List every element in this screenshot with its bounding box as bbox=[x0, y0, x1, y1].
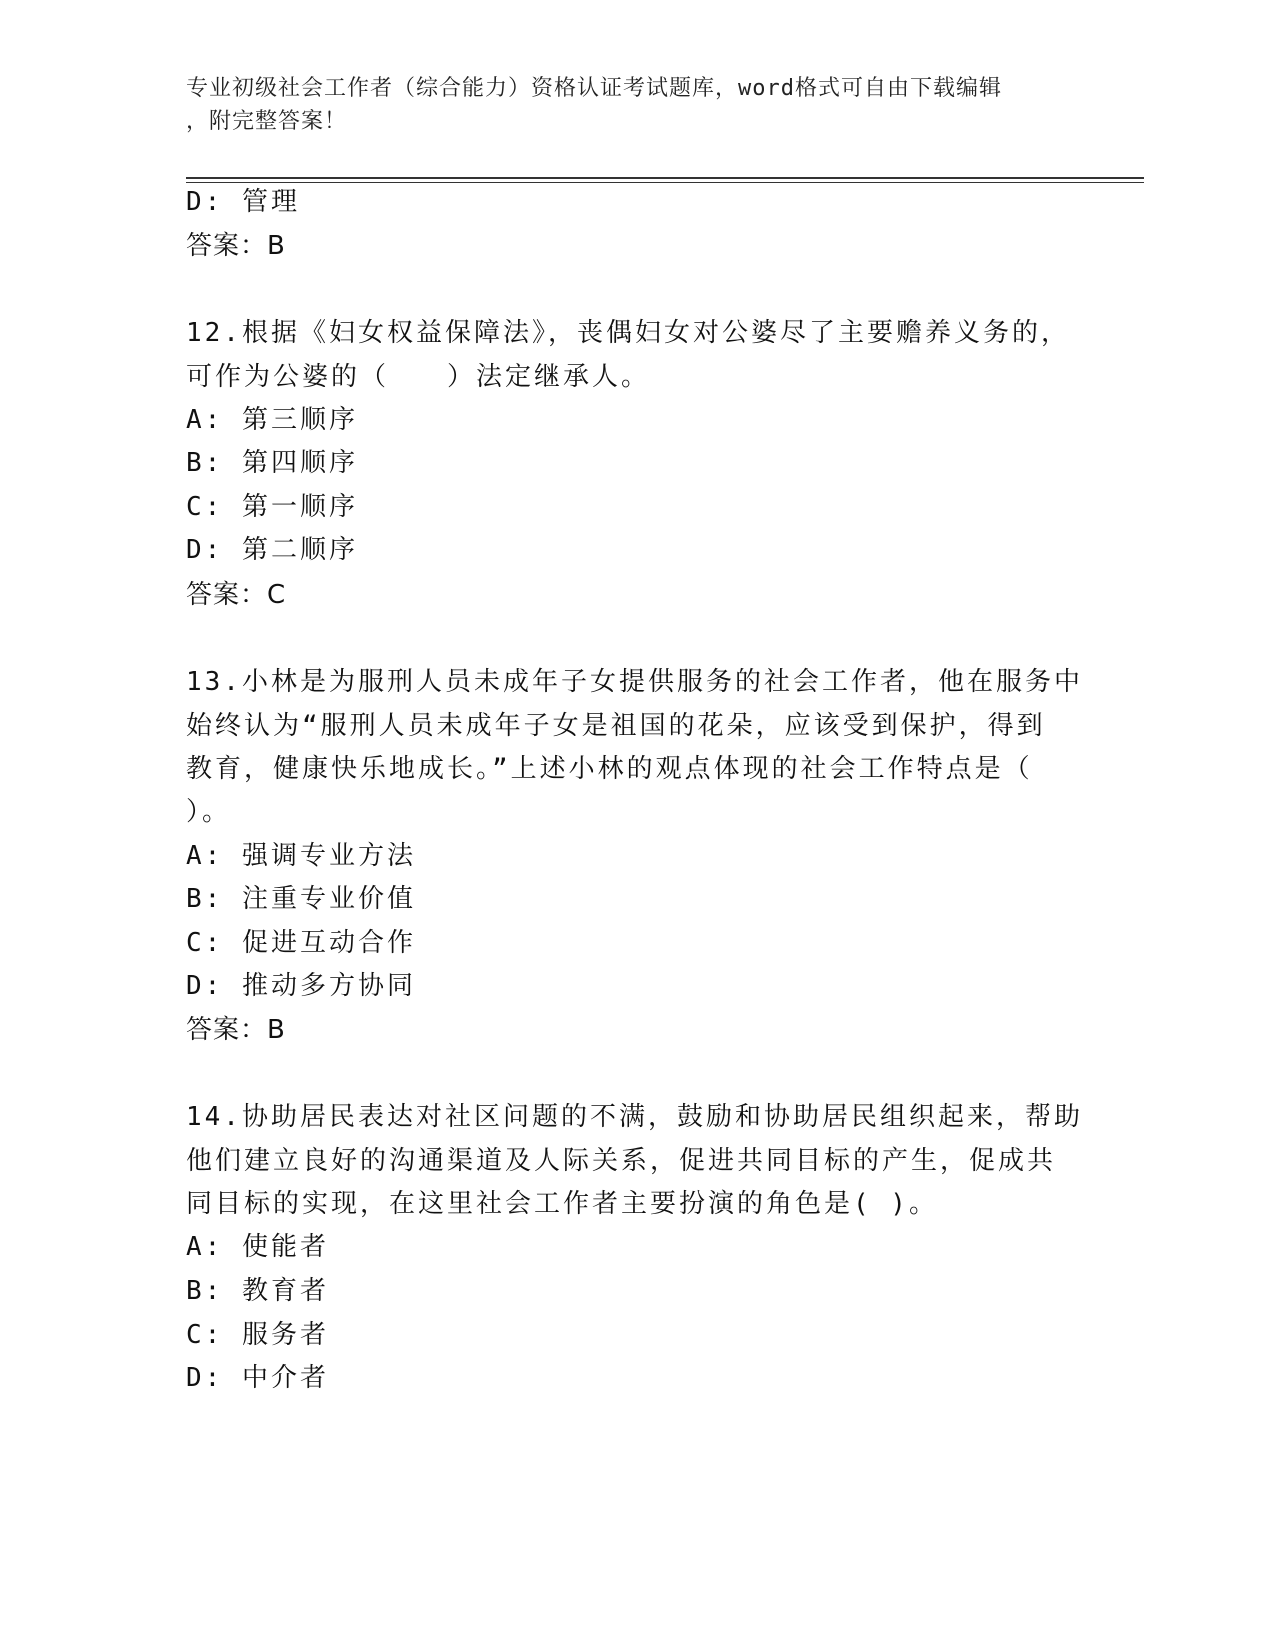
q14-option-b: B: 教育者 bbox=[186, 1276, 329, 1306]
prev-option-d: D: 管理 bbox=[186, 187, 300, 217]
q13-option-d: D: 推动多方协同 bbox=[186, 971, 416, 1001]
q13-stem-line-4: ）。 bbox=[186, 797, 232, 827]
q12-option-b: B: 第四顺序 bbox=[186, 448, 358, 478]
header-line-2: ，附完整答案！ bbox=[186, 109, 348, 134]
q14-option-d: D: 中介者 bbox=[186, 1363, 329, 1393]
q12-option-d: D: 第二顺序 bbox=[186, 535, 358, 565]
header-divider-thin bbox=[186, 182, 1144, 183]
q13-stem-line-2: 始终认为“服刑人员未成年子女是祖国的花朵，应该受到保护，得到 bbox=[186, 711, 1046, 741]
q12-answer: 答案：C bbox=[186, 580, 287, 610]
q13-answer: 答案：B bbox=[186, 1015, 286, 1045]
q13-option-a: A: 强调专业方法 bbox=[186, 841, 416, 871]
q14-option-a: A: 使能者 bbox=[186, 1232, 329, 1262]
q14-stem-line-2: 他们建立良好的沟通渠道及人际关系，促进共同目标的产生，促成共 bbox=[186, 1146, 1057, 1176]
q13-stem-line-1: 13.小林是为服刑人员未成年子女提供服务的社会工作者，他在服务中 bbox=[186, 667, 1083, 697]
q13-option-c: C: 促进互动合作 bbox=[186, 928, 416, 958]
q13-stem-line-3: 教育，健康快乐地成长。”上述小林的观点体现的社会工作特点是（ bbox=[186, 754, 1033, 784]
q14-stem-line-3: 同目标的实现，在这里社会工作者主要扮演的角色是( )。 bbox=[186, 1189, 938, 1219]
page-header bbox=[186, 72, 1086, 138]
q12-option-a: A: 第三顺序 bbox=[186, 405, 358, 435]
q14-stem-line-1: 14.协助居民表达对社区问题的不满，鼓励和协助居民组织起来，帮助 bbox=[186, 1102, 1083, 1132]
q14-option-c: C: 服务者 bbox=[186, 1320, 329, 1350]
header-divider bbox=[186, 177, 1144, 179]
header-line-1: 专业初级社会工作者（综合能力）资格认证考试题库，word格式可自由下载编辑 bbox=[186, 76, 1002, 101]
prev-answer: 答案：B bbox=[186, 231, 286, 261]
q12-stem-line-2: 可作为公婆的（ ）法定继承人。 bbox=[186, 362, 651, 392]
q12-option-c: C: 第一顺序 bbox=[186, 492, 358, 522]
q12-stem-line-1: 12.根据《妇女权益保障法》，丧偶妇女对公婆尽了主要赡养义务的， bbox=[186, 318, 1070, 348]
q13-option-b: B: 注重专业价值 bbox=[186, 884, 416, 914]
